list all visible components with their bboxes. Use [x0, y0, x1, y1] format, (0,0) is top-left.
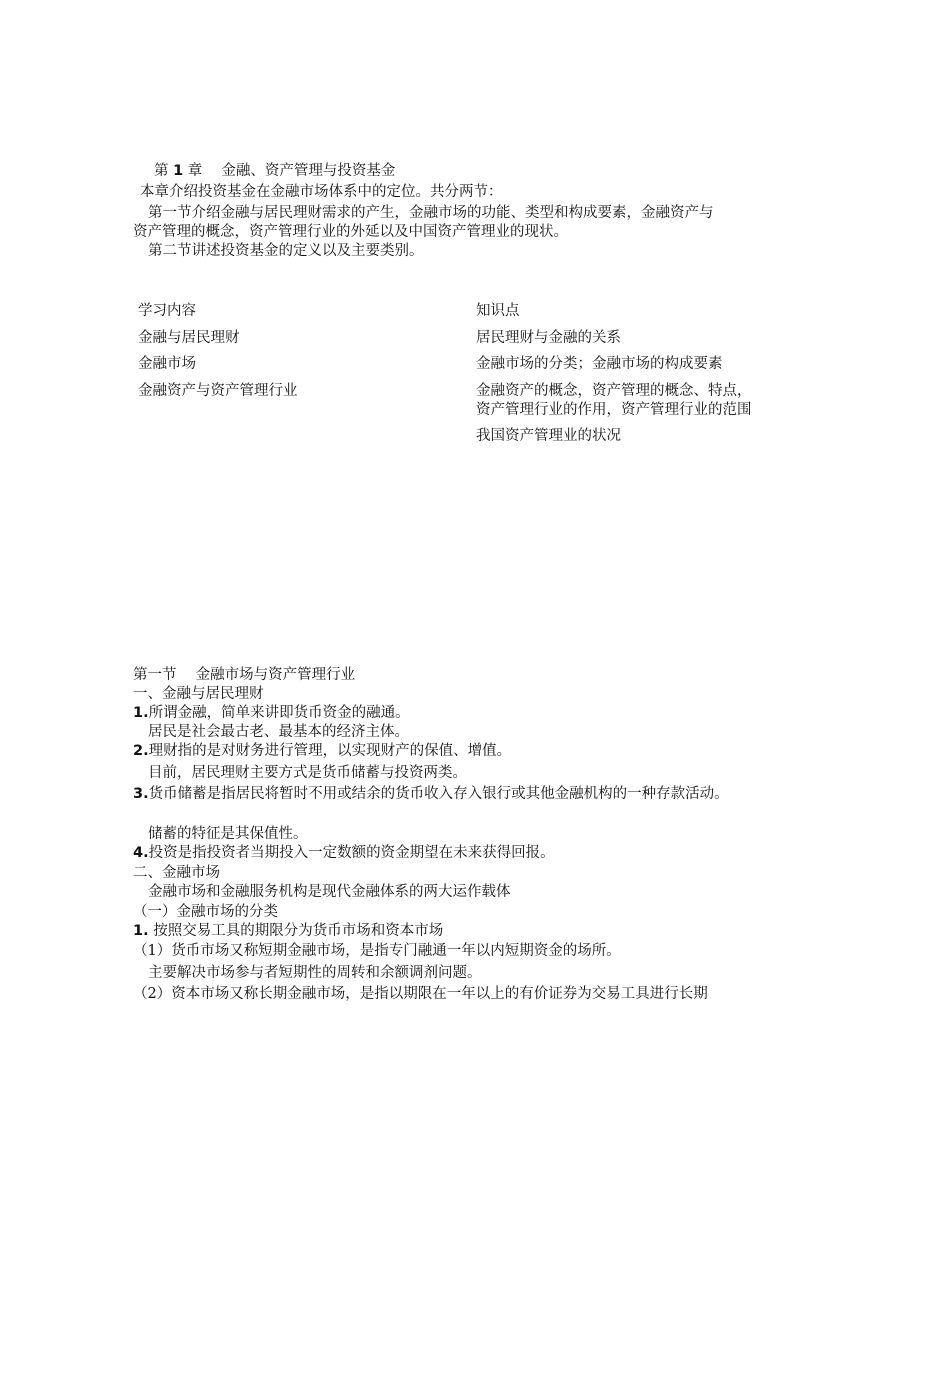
paragraph-2b: 目前，居民理财主要方式是货币储蓄与投资两类。: [148, 765, 467, 781]
section2-description: 第二节讲述投资基金的定义以及主要类别。: [148, 243, 424, 259]
table-row-2-right: 金融市场的分类；金融市场的构成要素: [476, 356, 723, 372]
paragraph-1: 1.所谓金融，简单来讲即货币资金的融通。: [133, 705, 410, 721]
section1-description-line2: 资产管理的概念，资产管理行业的外延以及中国资产管理业的现状。: [133, 224, 568, 240]
table-row-2-left: 金融市场: [138, 356, 196, 372]
paragraph-5: 金融市场和金融服务机构是现代金融体系的两大运作载体: [148, 884, 511, 900]
paragraph-7b: 主要解决市场参与者短期性的周转和余额调剂问题。: [148, 965, 482, 981]
section1-description-line1: 第一节介绍金融与居民理财需求的产生，金融市场的功能、类型和构成要素，金融资产与: [148, 205, 714, 221]
paragraph-6: 1. 按照交易工具的期限分为货币市场和资本市场: [133, 923, 444, 939]
heading-market-classification: （一）金融市场的分类: [133, 904, 278, 920]
table-header-knowledge-points: 知识点: [476, 303, 520, 319]
table-row-3-right-line1: 金融资产的概念，资产管理的概念、特点，: [476, 383, 752, 399]
paragraph-1b: 居民是社会最古老、最基本的经济主体。: [148, 724, 409, 740]
table-row-1-right: 居民理财与金融的关系: [476, 330, 621, 346]
paragraph-2: 2.理财指的是对财务进行管理，以实现财产的保值、增值。: [133, 743, 512, 759]
heading-financial-market: 二、金融市场: [133, 865, 220, 881]
heading-finance-and-personal-finance: 一、金融与居民理财: [133, 686, 264, 702]
paragraph-3b: 储蓄的特征是其保值性。: [148, 826, 308, 842]
table-row-4-right: 我国资产管理业的状况: [476, 428, 621, 444]
table-row-3-right-line2: 资产管理行业的作用，资产管理行业的范围: [476, 402, 752, 418]
table-header-learning-content: 学习内容: [138, 303, 196, 319]
paragraph-7: （1）货币市场又称短期金融市场，是指专门融通一年以内短期资金的场所。: [133, 943, 621, 959]
table-row-1-left: 金融与居民理财: [138, 330, 240, 346]
chapter-title: 第 1 章 金融、资产管理与投资基金: [154, 163, 396, 179]
chapter-number: 1: [173, 163, 184, 179]
paragraph-3: 3.货币储蓄是指居民将暂时不用或结余的货币收入存入银行或其他金融机构的一种存款活动。: [133, 786, 729, 802]
table-row-3-left: 金融资产与资产管理行业: [138, 383, 298, 399]
chapter-summary: 本章介绍投资基金在金融市场体系中的定位。共分两节：: [140, 184, 503, 200]
section-title: 第一节 金融市场与资产管理行业: [133, 667, 356, 683]
paragraph-4: 4.投资是指投资者当期投入一定数额的资金期望在未来获得回报。: [133, 845, 555, 861]
paragraph-8: （2）资本市场又称长期金融市场，是指以期限在一年以上的有价证券为交易工具进行长期: [133, 986, 708, 1002]
